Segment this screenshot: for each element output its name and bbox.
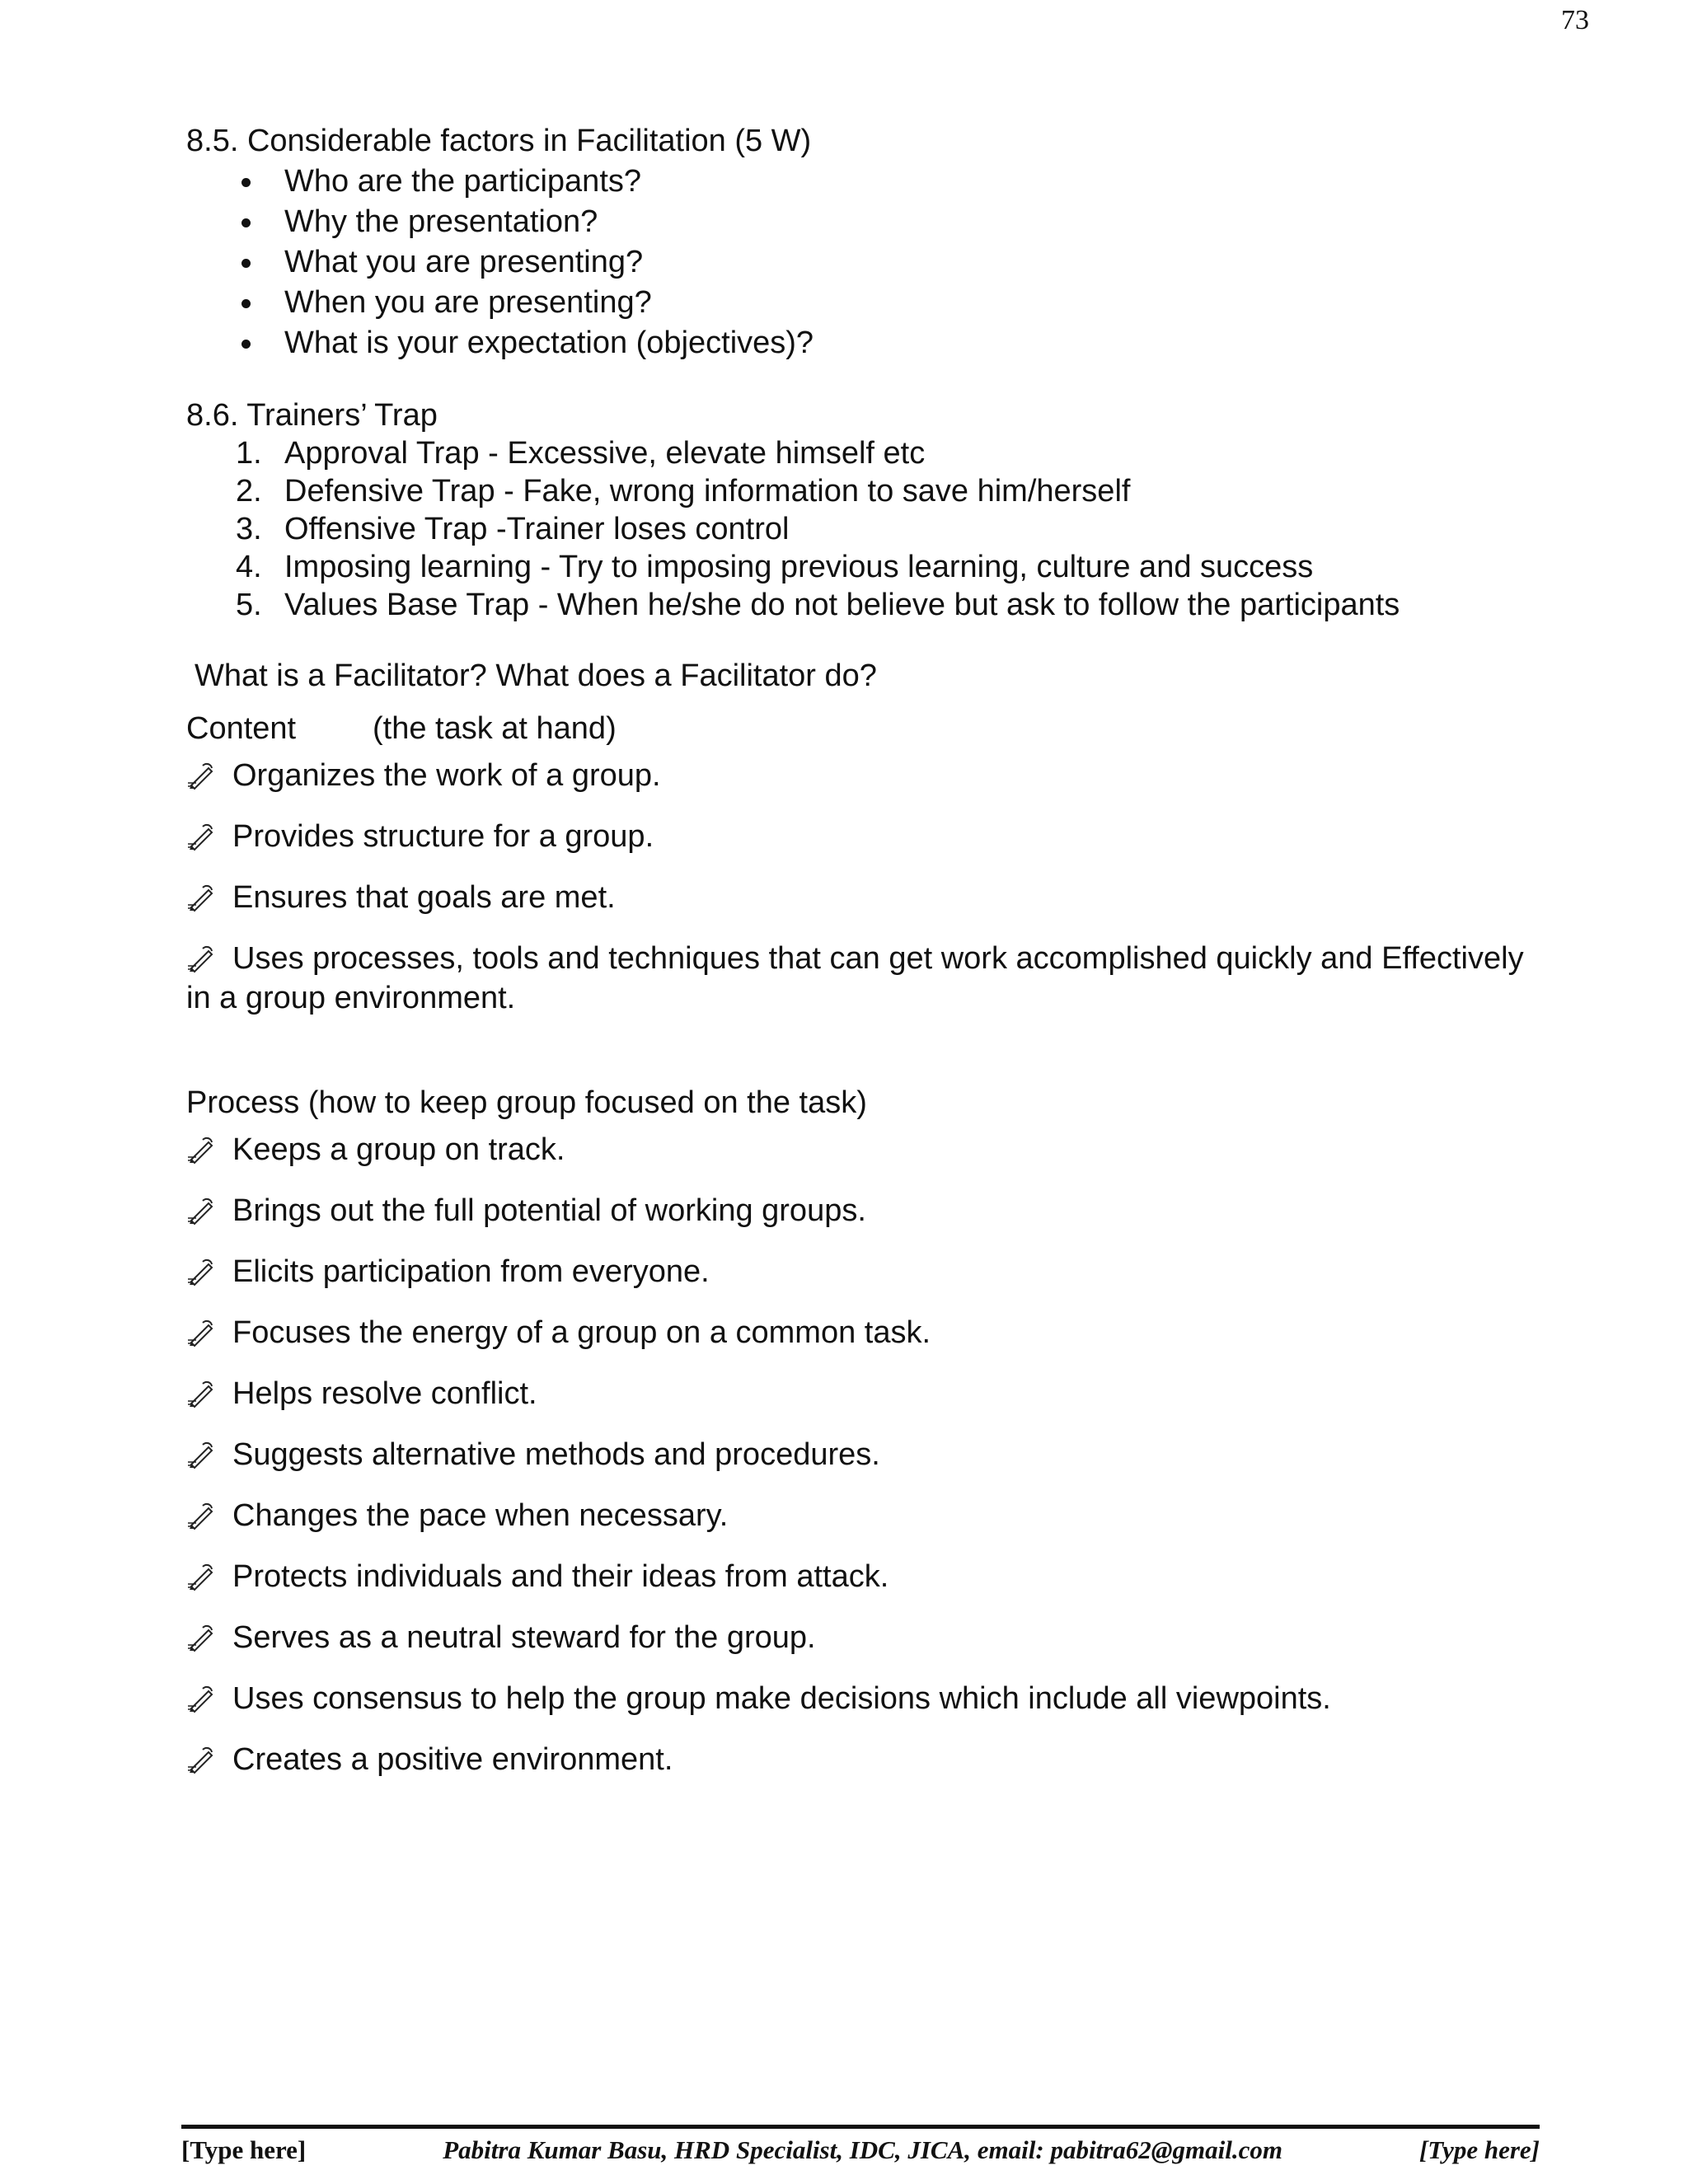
list-item-text: Defensive Trap - Fake, wrong information to save him/herself — [284, 474, 1131, 509]
facilitator-question: What is a Facilitator? What does a Facilitator do? — [195, 658, 877, 693]
bullet-icon — [241, 340, 251, 349]
process-heading: Process (how to keep group focused on the task) — [186, 1085, 867, 1120]
writing-hand-icon — [186, 1318, 216, 1347]
writing-hand-icon — [186, 1684, 216, 1713]
list-item-text: Keeps a group on track. — [232, 1132, 565, 1167]
writing-hand-icon — [186, 1623, 216, 1652]
list-number: 1. — [236, 436, 262, 471]
content-description: (the task at hand) — [373, 711, 617, 746]
list-item — [186, 1496, 1538, 1535]
writing-hand-icon — [186, 822, 216, 851]
list-item — [186, 283, 1538, 323]
list-item — [186, 1252, 1538, 1291]
list-item — [186, 756, 1538, 795]
list-item — [186, 323, 1538, 363]
list-number: 3. — [236, 512, 262, 546]
page-footer — [181, 2125, 1540, 2167]
writing-hand-icon — [186, 883, 216, 912]
list-item-text: Suggests alternative methods and procedures. — [232, 1437, 880, 1472]
list-item — [186, 1618, 1538, 1657]
section-8-6-title: 8.6. Trainers’ Trap — [186, 398, 438, 433]
list-item — [186, 586, 1538, 624]
list-item-text: Creates a positive environment. — [232, 1742, 673, 1777]
list-item-text: Protects individuals and their ideas from attack. — [232, 1559, 889, 1594]
footer-left: [Type here] — [181, 2135, 307, 2164]
content-label: Content — [186, 711, 297, 746]
content-list — [186, 756, 1538, 1018]
list-item — [186, 472, 1538, 510]
list-item-text: Provides structure for a group. — [232, 819, 654, 854]
list-number: 5. — [236, 588, 262, 622]
list-item-text: Ensures that goals are met. — [232, 880, 616, 915]
list-item-text: When you are presenting? — [284, 285, 652, 320]
list-item — [186, 1557, 1538, 1596]
list-item-text: Elicits participation from everyone. — [232, 1254, 710, 1289]
list-number: 2. — [236, 474, 262, 509]
list-item-text: Why the presentation? — [284, 204, 598, 239]
list-item-text: Changes the pace when necessary. — [232, 1498, 729, 1533]
list-item — [186, 817, 1538, 856]
writing-hand-icon — [186, 761, 216, 790]
list-item — [186, 1130, 1538, 1169]
list-item-text: Uses consensus to help the group make decisions which include all viewpoints. — [232, 1681, 1331, 1716]
page-number: 73 — [1561, 5, 1589, 35]
bullet-icon — [241, 178, 251, 187]
writing-hand-icon — [186, 1440, 216, 1469]
list-item-text: Approval Trap - Excessive, elevate himself etc — [284, 436, 926, 471]
writing-hand-icon — [186, 1379, 216, 1408]
section-8-5-title: 8.5. Considerable factors in Facilitation (5 W) — [186, 124, 812, 158]
content-heading — [186, 708, 1538, 749]
writing-hand-icon — [186, 1562, 216, 1591]
list-item — [186, 1435, 1538, 1474]
list-item — [186, 162, 1538, 202]
list-item-text: Helps resolve conflict. — [232, 1376, 537, 1411]
trainers-trap-list — [186, 434, 1538, 624]
list-item — [186, 878, 1538, 917]
bullet-icon — [241, 259, 251, 268]
footer-right: [Type here] — [1418, 2135, 1540, 2164]
list-item-text: Organizes the work of a group. — [232, 758, 661, 793]
list-item — [186, 939, 1538, 1018]
list-item — [186, 202, 1538, 242]
list-item — [186, 510, 1538, 548]
process-list — [186, 1130, 1538, 1779]
list-item-text: Uses processes, tools and techniques that can get work accomplished quickly and Effectively in a group environment. — [186, 941, 1524, 1015]
list-item — [186, 1374, 1538, 1413]
page-content — [186, 122, 1538, 1801]
list-item-text: Imposing learning - Try to imposing previous learning, culture and success — [284, 550, 1314, 584]
list-item — [186, 1679, 1538, 1718]
writing-hand-icon — [186, 1745, 216, 1774]
list-item — [186, 1191, 1538, 1230]
list-number: 4. — [236, 550, 262, 584]
list-item-text: Offensive Trap -Trainer loses control — [284, 512, 790, 546]
list-item — [186, 434, 1538, 472]
list-item-text: Serves as a neutral steward for the group. — [232, 1620, 816, 1655]
list-item — [186, 548, 1538, 586]
list-item-text: Focuses the energy of a group on a common task. — [232, 1315, 931, 1350]
list-item-text: Brings out the full potential of working groups. — [232, 1193, 866, 1228]
footer-author: Pabitra Kumar Basu, HRD Specialist, IDC, JICA, email: pabitra62@gmail.com — [443, 2135, 1282, 2164]
list-item-text: Who are the participants? — [284, 164, 642, 199]
list-item — [186, 1740, 1538, 1779]
five-w-list — [186, 162, 1538, 363]
writing-hand-icon — [186, 1135, 216, 1165]
writing-hand-icon — [186, 1196, 216, 1226]
list-item-text: Values Base Trap - When he/she do not believe but ask to follow the participants — [284, 588, 1400, 622]
writing-hand-icon — [186, 944, 216, 973]
bullet-icon — [241, 299, 251, 308]
writing-hand-icon — [186, 1501, 216, 1530]
list-item-text: What you are presenting? — [284, 245, 644, 279]
list-item-text: What is your expectation (objectives)? — [284, 326, 814, 360]
writing-hand-icon — [186, 1257, 216, 1286]
list-item — [186, 1313, 1538, 1352]
list-item — [186, 242, 1538, 283]
bullet-icon — [241, 218, 251, 227]
